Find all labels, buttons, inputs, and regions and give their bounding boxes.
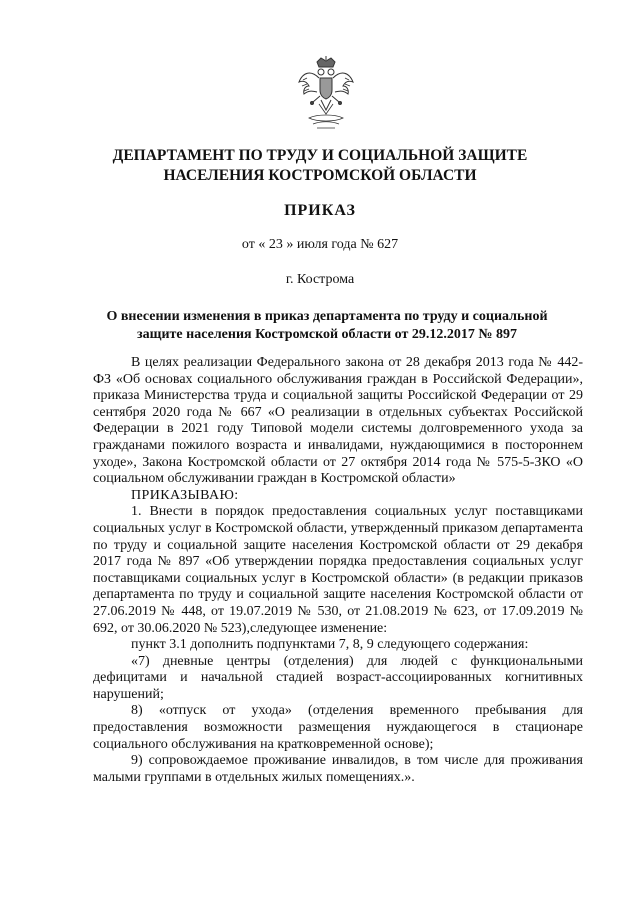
department-line-1: ДЕПАРТАМЕНТ ПО ТРУДУ И СОЦИАЛЬНОЙ ЗАЩИТЕ xyxy=(112,147,528,164)
subitem-8-paragraph: 8) «отпуск от ухода» (отделения временного пребывания для предоставления возможности размещения нуждающегося в стационаре социального обслуживания на кратковременной основе); xyxy=(93,703,583,752)
subitem-9-paragraph: 9) сопровождаемое проживание инвалидов, в том числе для проживания малыми группами в отдельных жилых помещениях.». xyxy=(93,753,583,785)
subitem-7-paragraph: «7) дневные центры (отделения) для людей с функциональными дефицитами и начальной стадией возраст-ассоциированных когнитивных нарушений; xyxy=(93,653,583,702)
preamble-paragraph: В целях реализации Федерального закона от 28 декабря 2013 года № 442-ФЗ «Об основах социального обслуживания граждан в Российской Федерации», приказа Министерства труда и социальной защиты Российской Федерации от 29 сентября 2020 года № 667 «О реализации в отдельных субъектах Российской Федерации в 2021 году Типовой модели системы долговременного ухода за гражданами пожилого возраста и инвалидами, нуждающимися в постороннем уходе», Закона Костромской области от 27 октября 2014 года № 575-5-ЗКО «О социальном обслуживании граждан в Костромской области» xyxy=(93,355,583,487)
city: г. Кострома xyxy=(285,272,355,287)
order-date-number: от « 23 » июля года № 627 xyxy=(241,237,399,252)
order-subject-line-2: защите населения Костромской области от 29.12.2017 № 897 xyxy=(137,327,517,342)
order-keyword: ПРИКАЗЫВАЮ: xyxy=(131,487,239,503)
item-1-intro-paragraph: пункт 3.1 дополнить подпунктами 7, 8, 9 следующего содержания: xyxy=(131,637,529,653)
department-line-2: НАСЕЛЕНИЯ КОСТРОМСКОЙ ОБЛАСТИ xyxy=(163,167,477,184)
order-body xyxy=(93,355,583,786)
order-subject-line-1: О внесении изменения в приказ департамента по труду и социальной xyxy=(106,309,548,324)
document-type: ПРИКАЗ xyxy=(284,202,356,219)
department-name xyxy=(0,146,640,186)
coat-of-arms-icon xyxy=(295,56,357,130)
order-subject xyxy=(92,308,562,344)
item-1-paragraph: 1. Внести в порядок предоставления социальных услуг поставщиками социальных услуг в Костромской области, утвержденный приказом департамента по труду и социальной защите населения Костромской области от 29 декабря 2017 года № 897 «Об утверждении порядка предоставления социальных услуг поставщиками социальных услуг в Костромской области» (в редакции приказов департамента по труду и социальной защите населения Костромской области от 27.06.2019 № 448, от 19.07.2019 № 530, от 21.08.2019 № 623, от 17.09.2019 № 692, от 30.06.2020 № 523),следующее изменение: xyxy=(93,504,583,636)
